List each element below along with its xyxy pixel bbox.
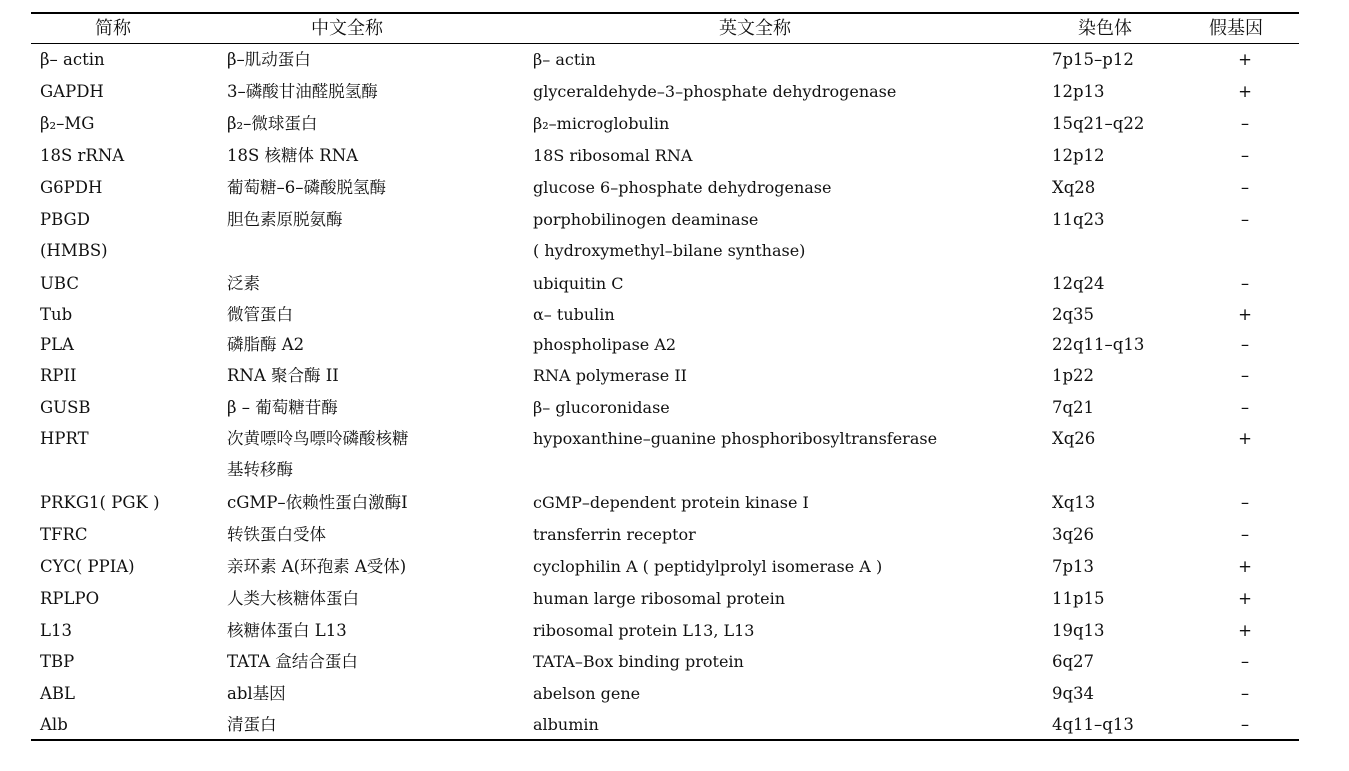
abbr-text: RPLPO: [40, 589, 100, 608]
pseudogene-text: –: [1240, 652, 1250, 671]
abbr-text: [40, 454, 89, 485]
pseudogene-text: +: [1238, 589, 1252, 608]
pseudogene-text: –: [1240, 525, 1250, 544]
en-name-cell: [533, 423, 937, 485]
chromosome-text: 12p12: [1052, 146, 1105, 165]
pseudogene-cell: [1233, 551, 1257, 582]
abbr-text: β– actin: [40, 50, 105, 69]
pseudogene-cell: [1233, 204, 1257, 235]
pseudogene-cell: [1233, 172, 1257, 203]
pseudogene-text: +: [1238, 429, 1252, 448]
header-cn-name: 中文全称: [311, 18, 383, 39]
cn-name-text: cGMP–依赖性蛋白激酶I: [227, 493, 408, 512]
chromosome-cell: [1052, 678, 1094, 709]
en-name-text: α– tubulin: [533, 305, 615, 324]
en-name-text: human large ribosomal protein: [533, 589, 786, 608]
chromosome-cell: [1052, 551, 1094, 582]
pseudogene-cell: [1233, 392, 1257, 423]
table-row: [31, 140, 1299, 172]
chromosome-text: 4q11–q13: [1052, 715, 1134, 734]
cn-name-text: 核糖体蛋白 L13: [227, 621, 347, 640]
en-name-text: ( hydroxymethyl–bilane synthase): [533, 241, 806, 260]
pseudogene-cell: [1233, 678, 1257, 709]
pseudogene-text: +: [1238, 50, 1252, 69]
cn-name-text: [227, 740, 277, 771]
abbr-text: β₂–MG: [40, 114, 95, 133]
chromosome-text: 7p15–p12: [1052, 50, 1134, 69]
abbr-text: PRKG1( PGK ): [40, 493, 160, 512]
table-row: [31, 487, 1299, 519]
abbr-cell: [40, 204, 108, 266]
cn-name-text: TATA 盒结合蛋白: [227, 652, 358, 671]
cn-name-text: 亲环素 A(环孢素 A受体): [227, 557, 407, 576]
pseudogene-text: –: [1240, 210, 1250, 229]
en-name-text: cyclophilin A ( peptidylprolyl isomerase A ): [533, 557, 883, 576]
pseudogene-text: +: [1238, 82, 1252, 101]
pseudogene-cell: [1233, 140, 1257, 171]
chromosome-cell: [1052, 299, 1094, 330]
pseudogene-cell: [1233, 329, 1257, 360]
pseudogene-cell: [1233, 268, 1257, 299]
chromosome-text: Xq13: [1052, 493, 1096, 512]
pseudogene-cell: [1233, 583, 1257, 614]
chromosome-text: 3q26: [1052, 525, 1095, 544]
en-name-text: ribosomal protein L13, L13: [533, 621, 755, 640]
chromosome-cell: [1052, 44, 1134, 75]
cn-name-text: 18S 核糖体 RNA: [227, 146, 359, 165]
en-name-text: [533, 454, 937, 485]
cn-name-text: β–肌动蛋白: [227, 50, 311, 69]
pseudogene-text: +: [1238, 557, 1252, 576]
en-name-text: porphobilinogen deaminase: [533, 210, 759, 229]
chromosome-text: 7p13: [1052, 557, 1095, 576]
cn-name-text: 清蛋白: [227, 715, 277, 734]
cn-name-text: 泛素: [227, 274, 260, 293]
pseudogene-text: +: [1238, 305, 1252, 324]
chromosome-cell: [1052, 140, 1105, 171]
abbr-text: RPII: [40, 366, 77, 385]
chromosome-text: 9q34: [1052, 684, 1095, 703]
abbr-text: 18S rRNA: [40, 146, 125, 165]
en-name-text: glucose 6–phosphate dehydrogenase: [533, 178, 832, 197]
pseudogene-text: –: [1240, 335, 1250, 354]
chromosome-text: 22q11–q13: [1052, 335, 1145, 354]
abbr-text: PLA: [40, 335, 74, 354]
en-name-text: RNA polymerase II: [533, 366, 687, 385]
en-name-text: hypoxanthine–guanine phosphoribosyltransferase: [533, 429, 938, 448]
chromosome-text: 7q21: [1052, 398, 1095, 417]
cn-name-text: 次黄嘌呤鸟嘌呤磷酸核糖: [227, 429, 409, 448]
header-abbr: 简称: [95, 18, 131, 39]
table-row: [31, 76, 1299, 108]
abbr-text: [40, 740, 68, 771]
table-row: [31, 519, 1299, 551]
chromosome-cell: [1052, 519, 1094, 550]
cn-name-text: 人类大核糖体蛋白: [227, 589, 359, 608]
en-name-text: cGMP–dependent protein kinase I: [533, 493, 809, 512]
chromosome-cell: [1052, 329, 1144, 360]
chromosome-text: 19q13: [1052, 621, 1105, 640]
en-name-text: β₂–microglobulin: [533, 114, 670, 133]
cn-name-text: β – 葡萄糖苷酶: [227, 398, 338, 417]
pseudogene-text: –: [1240, 178, 1250, 197]
chromosome-text: 11q23: [1052, 210, 1105, 229]
en-name-text: β– glucoronidase: [533, 398, 670, 417]
pseudogene-cell: [1233, 360, 1257, 391]
pseudogene-text: –: [1240, 366, 1250, 385]
abbr-text: UBC: [40, 274, 79, 293]
pseudogene-cell: [1233, 709, 1257, 740]
en-name-text: abelson gene: [533, 684, 641, 703]
table-top-rule: [31, 12, 1299, 14]
en-name-text: phospholipase A2: [533, 335, 677, 354]
table-row: [31, 172, 1299, 204]
en-name-cell: [533, 204, 805, 266]
abbr-text: PBGD: [40, 210, 90, 229]
table-row: [31, 299, 1299, 329]
abbr-text: GAPDH: [40, 82, 104, 101]
cn-name-text: 3–磷酸甘油醛脱氢酶: [227, 82, 378, 101]
cn-name-cell: [227, 423, 409, 485]
chromosome-cell: [1052, 108, 1144, 139]
cn-name-text: 葡萄糖–6–磷酸脱氢酶: [227, 178, 386, 197]
cn-name-text: 胆色素原脱氨酶: [227, 210, 343, 229]
pseudogene-cell: [1233, 646, 1257, 677]
table-row: [31, 204, 1299, 268]
table-row: [31, 709, 1299, 740]
chromosome-cell: [1052, 360, 1094, 391]
chromosome-text: Xq26: [1052, 429, 1096, 448]
cn-name-text: [227, 235, 343, 266]
chromosome-text: 11p15: [1052, 589, 1105, 608]
pseudogene-cell: [1233, 44, 1257, 75]
abbr-text: CYC( PPIA): [40, 557, 135, 576]
pseudogene-cell: [1233, 487, 1257, 518]
header-en-name: 英文全称: [719, 18, 791, 39]
chromosome-text: Xq28: [1052, 178, 1096, 197]
chromosome-cell: [1052, 709, 1134, 740]
chromosome-cell: [1052, 487, 1095, 518]
chromosome-text: 6q27: [1052, 652, 1095, 671]
pseudogene-cell: [1233, 76, 1257, 107]
pseudogene-text: –: [1240, 114, 1250, 133]
table-row: [31, 108, 1299, 140]
abbr-text: HPRT: [40, 429, 89, 448]
pseudogene-text: –: [1240, 398, 1250, 417]
abbr-cell: [40, 423, 89, 485]
table-row: [31, 678, 1299, 709]
pseudogene-text: –: [1240, 146, 1250, 165]
table-row: [31, 615, 1299, 646]
table-row: [31, 551, 1299, 583]
pseudogene-cell: [1233, 423, 1257, 454]
chromosome-text: 15q21–q22: [1052, 114, 1145, 133]
chromosome-cell: [1052, 392, 1094, 423]
chromosome-text: 2q35: [1052, 305, 1095, 324]
abbr-text: (HMBS): [40, 241, 108, 260]
en-name-text: β– actin: [533, 50, 596, 69]
abbr-text: Tub: [40, 305, 73, 324]
table-row: [31, 392, 1299, 423]
abbr-text: GUSB: [40, 398, 91, 417]
abbr-text: TBP: [40, 652, 75, 671]
table-row: [31, 646, 1299, 678]
en-name-text: ubiquitin C: [533, 274, 624, 293]
abbr-text: TFRC: [40, 525, 88, 544]
en-name-text: glyceraldehyde–3–phosphate dehydrogenase: [533, 82, 897, 101]
table-row: [31, 268, 1299, 299]
pseudogene-cell: [1233, 108, 1257, 139]
en-name-text: TATA–Box binding protein: [533, 652, 744, 671]
chromosome-cell: [1052, 615, 1105, 646]
chromosome-text: 1p22: [1052, 366, 1095, 385]
table-row: [31, 44, 1299, 76]
table-bottom-rule: [31, 739, 1299, 741]
en-name-text: albumin: [533, 715, 599, 734]
abbr-text: G6PDH: [40, 178, 103, 197]
chromosome-cell: [1052, 76, 1105, 107]
en-name-text: transferrin receptor: [533, 525, 696, 544]
en-name-text: [533, 740, 599, 771]
en-name-text: 18S ribosomal RNA: [533, 146, 693, 165]
cn-name-text: RNA 聚合酶 II: [227, 366, 339, 385]
pseudogene-text: –: [1240, 493, 1250, 512]
cn-name-text: 基转移酶: [227, 460, 293, 479]
pseudogene-cell: [1233, 519, 1257, 550]
header-chromosome: 染色体: [1078, 18, 1132, 39]
cn-name-text: 微管蛋白: [227, 305, 293, 324]
table-row: [31, 583, 1299, 615]
cn-name-cell: [227, 204, 343, 266]
abbr-text: Alb: [40, 715, 68, 734]
chromosome-cell: [1052, 423, 1095, 454]
chromosome-text: 12p13: [1052, 82, 1105, 101]
chromosome-cell: [1052, 583, 1105, 614]
chromosome-cell: [1052, 204, 1105, 235]
cn-name-text: β₂–微球蛋白: [227, 114, 318, 133]
table-row: [31, 329, 1299, 360]
cn-name-text: 转铁蛋白受体: [227, 525, 326, 544]
chromosome-cell: [1052, 172, 1095, 203]
pseudogene-text: –: [1240, 684, 1250, 703]
header-pseudogene: 假基因: [1209, 18, 1263, 39]
pseudogene-text: –: [1240, 715, 1250, 734]
pseudogene-cell: [1233, 299, 1257, 330]
table-row: [31, 360, 1299, 392]
chromosome-cell: [1052, 268, 1105, 299]
chromosome-text: 12q24: [1052, 274, 1105, 293]
abbr-text: ABL: [40, 684, 75, 703]
chromosome-cell: [1052, 646, 1094, 677]
table-row: [31, 423, 1299, 487]
pseudogene-text: –: [1240, 274, 1250, 293]
cn-name-text: 磷脂酶 A2: [227, 335, 305, 354]
pseudogene-text: +: [1238, 621, 1252, 640]
pseudogene-cell: [1233, 615, 1257, 646]
cn-name-text: abl基因: [227, 684, 286, 703]
abbr-text: L13: [40, 621, 72, 640]
